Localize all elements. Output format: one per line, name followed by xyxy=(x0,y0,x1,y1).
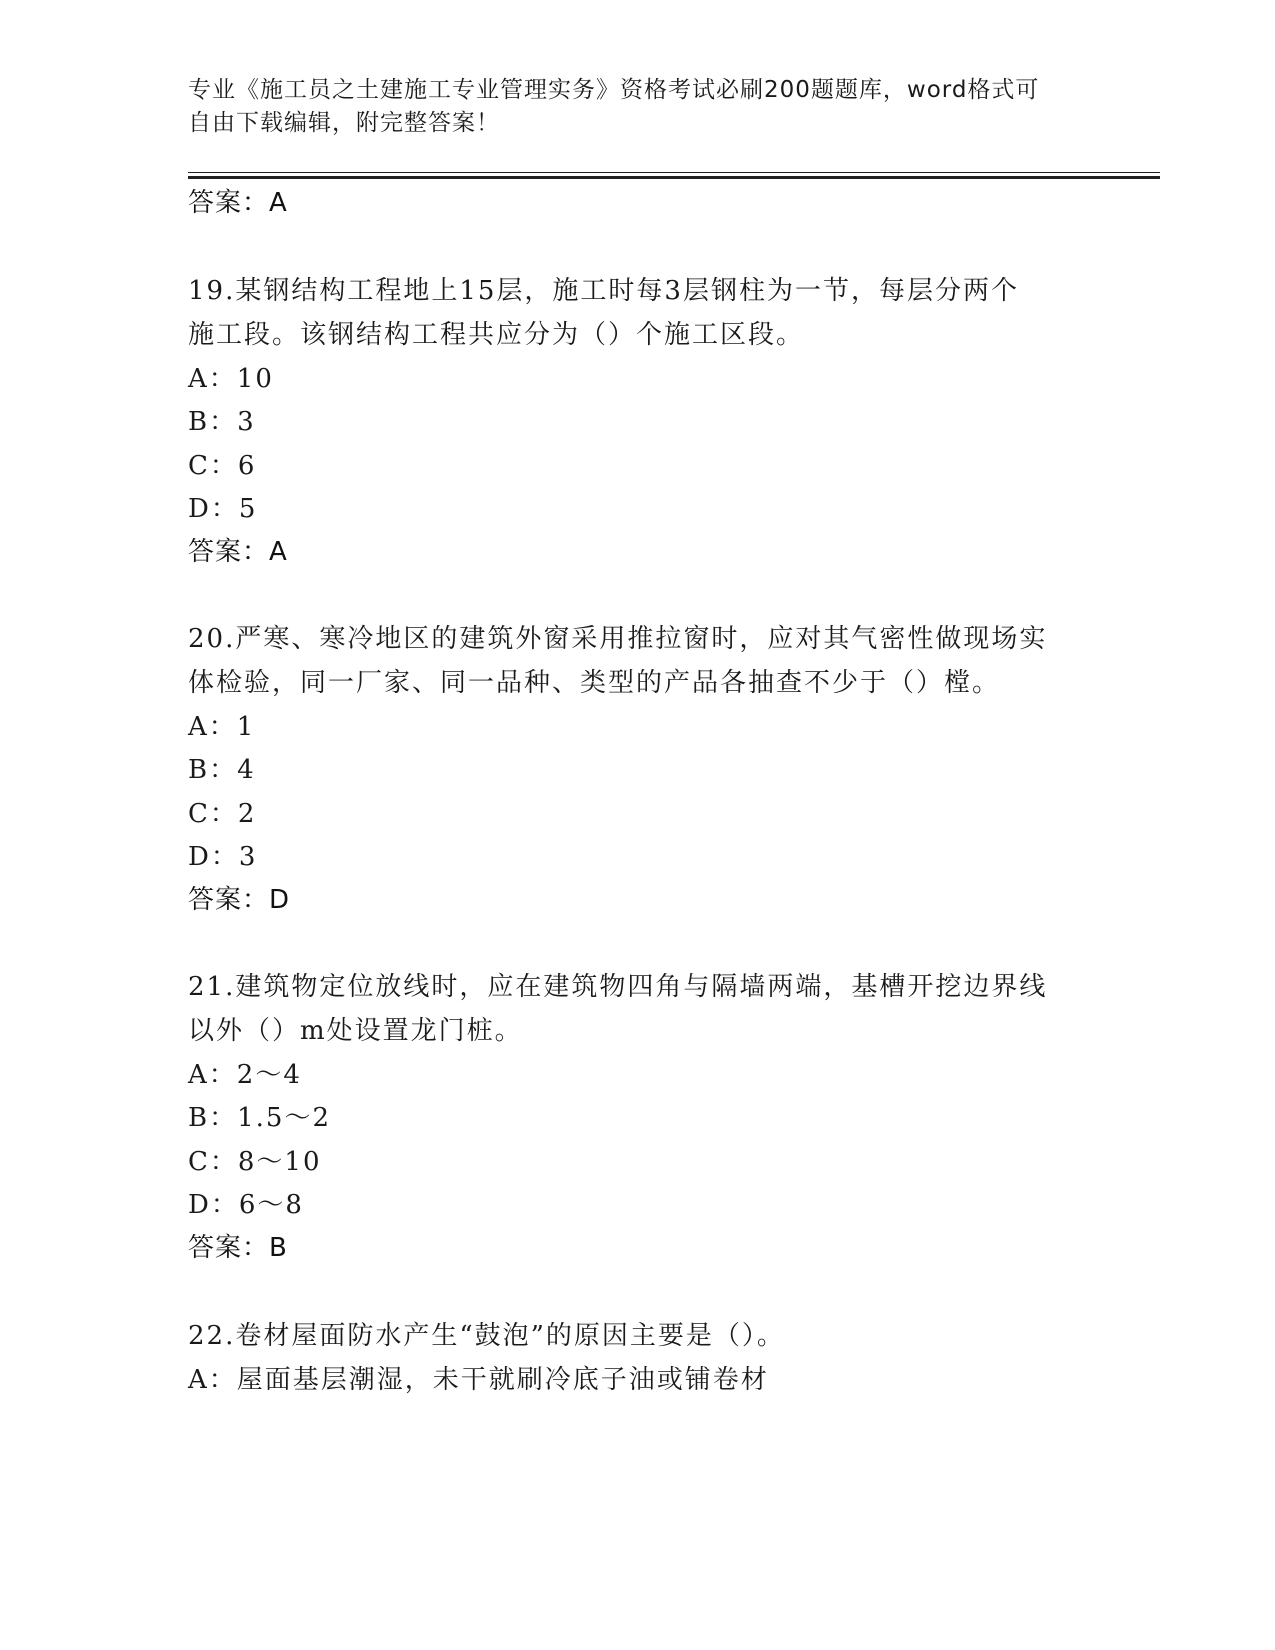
previous-answer: 答案：A xyxy=(188,188,288,218)
question-stem-line-2: 体检验，同一厂家、同一品种、类型的产品各抽查不少于（）樘。 xyxy=(188,668,1001,698)
option-b: B：3 xyxy=(188,407,256,437)
header-rule-thin xyxy=(188,172,1160,173)
answer: 答案：A xyxy=(188,537,288,567)
option-a: A：10 xyxy=(188,364,274,394)
answer: 答案：D xyxy=(188,885,291,915)
option-d: D：5 xyxy=(188,494,258,524)
question-stem-line-1: 20.严寒、寒冷地区的建筑外窗采用推拉窗时，应对其气密性做现场实 xyxy=(188,624,1048,654)
document-header xyxy=(188,74,1068,140)
question-stem-line-1: 22.卷材屋面防水产生“鼓泡”的原因主要是（）。 xyxy=(188,1321,785,1351)
header-line-1: 专业《施工员之土建施工专业管理实务》资格考试必刷200题题库，word格式可 xyxy=(188,77,1040,103)
question-stem-line-1: 21.建筑物定位放线时，应在建筑物四角与隔墙两端，基槽开挖边界线 xyxy=(188,972,1048,1002)
question-stem-line-2: 施工段。该钢结构工程共应分为（）个施工区段。 xyxy=(188,320,805,350)
option-d: D：3 xyxy=(188,842,258,872)
answer: 答案：B xyxy=(188,1233,288,1263)
question-stem-line-2: 以外（）m处设置龙门桩。 xyxy=(188,1016,523,1046)
option-b: B：1.5～2 xyxy=(188,1103,331,1133)
header-rule-thick xyxy=(188,176,1160,179)
option-a: A：1 xyxy=(188,712,256,742)
question-stem-line-1: 19.某钢结构工程地上15层，施工时每3层钢柱为一节，每层分两个 xyxy=(188,276,1019,306)
option-c: C：6 xyxy=(188,451,257,481)
option-d: D：6～8 xyxy=(188,1190,304,1220)
option-a: A：屋面基层潮湿，未干就刷冷底子油或铺卷材 xyxy=(188,1365,769,1395)
header-line-2: 自由下载编辑，附完整答案！ xyxy=(188,110,500,136)
option-c: C：8～10 xyxy=(188,1147,322,1177)
option-b: B：4 xyxy=(188,755,256,785)
option-c: C：2 xyxy=(188,799,257,829)
option-a: A：2～4 xyxy=(188,1060,302,1090)
